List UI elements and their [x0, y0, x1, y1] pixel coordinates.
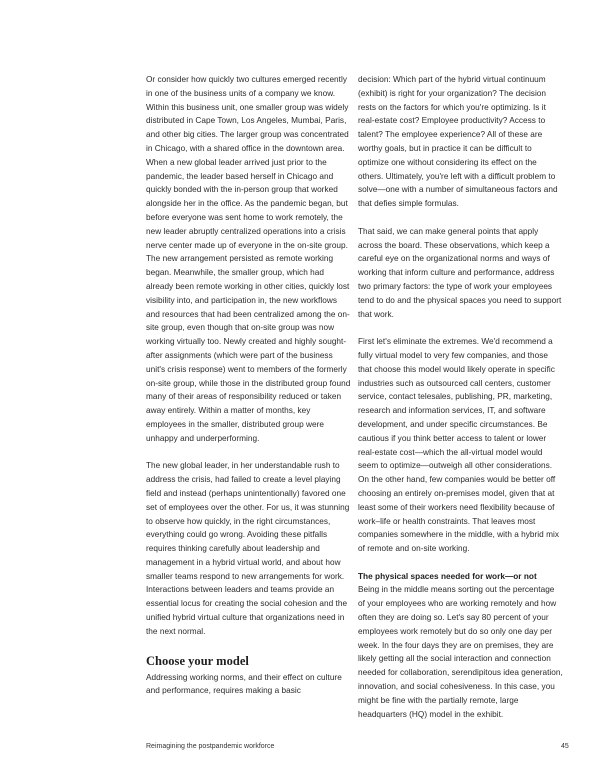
body-paragraph: Being in the middle means sorting out the percentage of your employees who are working remotely and how often they are doing so. Let's say 80 percent of your employees work remotely but do so only one day per week. In the four days they are on premises, they are likely getting all the social interaction and connection needed for collaboration, serendipitous idea generation, innovation, and social cohesiveness. In this case, you might be fine with the partially remote, large headquarters (HQ) model in the exhibit. — [358, 585, 563, 719]
left-column — [146, 73, 351, 712]
body-paragraph: That said, we can make general points that apply across the board. These observations, which keep a careful eye on the organizational norms and ways of working that inform culture and performance, address two primary factors: the type of work your employees tend to do and the physical spaces you need to support that work. — [358, 226, 562, 319]
body-paragraph: Or consider how quickly two cultures emerged recently in one of the business units of a company we know. Within this business unit, one smaller group was widely distributed in Cape Town, Los Angeles, Mumbai, Paris, and other big cities. The larger group was concentrated in Chicago, with a shared office in the downtown area. When a new global leader arrived just prior to the pandemic, the leader based herself in Chicago and quickly bonded with the in-person group that worked alongside her in the office. As the pandemic began, but before everyone was sent home to work remotely, the new leader abruptly centralized operations into a crisis nerve center made up of everyone in the on-site group. The new arrangement persisted as remote working began. Meanwhile, the smaller group, which had already been remote working in other cities, quickly lost visibility into, and participation in, the new workflows and resources that had been centralized among the on-site group, even though that on-site group was now working virtually too. Newly created and highly sought-after assignments (which were part of the business unit's crisis response) went to members of the formerly on-site group, while those in the distributed group found many of their areas of responsibility reduced or taken away entirely. Within a matter of months, key employees in the smaller, distributed group were unhappy and underperforming. — [146, 75, 351, 443]
body-paragraph: Addressing working norms, and their effect on culture and performance, requires making a basic — [146, 672, 342, 696]
footer-title: Reimagining the postpandemic workforce — [146, 743, 275, 750]
right-column — [358, 73, 563, 735]
section-heading: Choose your model — [146, 653, 249, 668]
body-paragraph: decision: Which part of the hybrid virtual continuum (exhibit) is right for your organization? The decision rests on the factors for which you're optimizing. Is it real-estate cost? Employee productivity? Access to talent? The employee experience? All of these are worthy goals, but in practice it can be difficult to optimize one without considering its effect on the others. Ultimately, you're left with a difficult problem to solve—one with a number of simultaneous factors and that defies simple formulas. — [358, 75, 558, 209]
page-number: 45 — [561, 743, 569, 750]
subsection-heading: The physical spaces needed for work—or not — [358, 571, 537, 581]
body-paragraph: First let's eliminate the extremes. We'd recommend a fully virtual model to very few companies, and those that choose this model would likely operate in specific industries such as outsourced call centers, customer service, contact telesales, publishing, PR, marketing, research and information services, IT, and software development, and under specific circumstances. Be cautious if you think better access to talent or lower real-estate cost—which the all-virtual model would seem to optimize—outweigh all other considerations. On the other hand, few companies would be better off choosing an entirely on-premises model, given that at least some of their workers need flexibility because of work–life or health constraints. That leaves most companies somewhere in the middle, with a hybrid mix of remote and on-site working. — [358, 337, 559, 554]
body-paragraph: The new global leader, in her understandable rush to address the crisis, had failed to create a level playing field and instead (perhaps unintentionally) favored one set of employees over the other. For us, it was stunning to observe how quickly, in the right circumstances, everything could go wrong. Avoiding these pitfalls requires thinking carefully about leadership and management in a hybrid virtual world, and about how smaller teams respond to new arrangements for work. Interactions between leaders and teams provide an essential locus for creating the social cohesion and the unified hybrid virtual culture that organizations need in the next normal. — [146, 461, 350, 636]
subsection — [358, 570, 563, 722]
